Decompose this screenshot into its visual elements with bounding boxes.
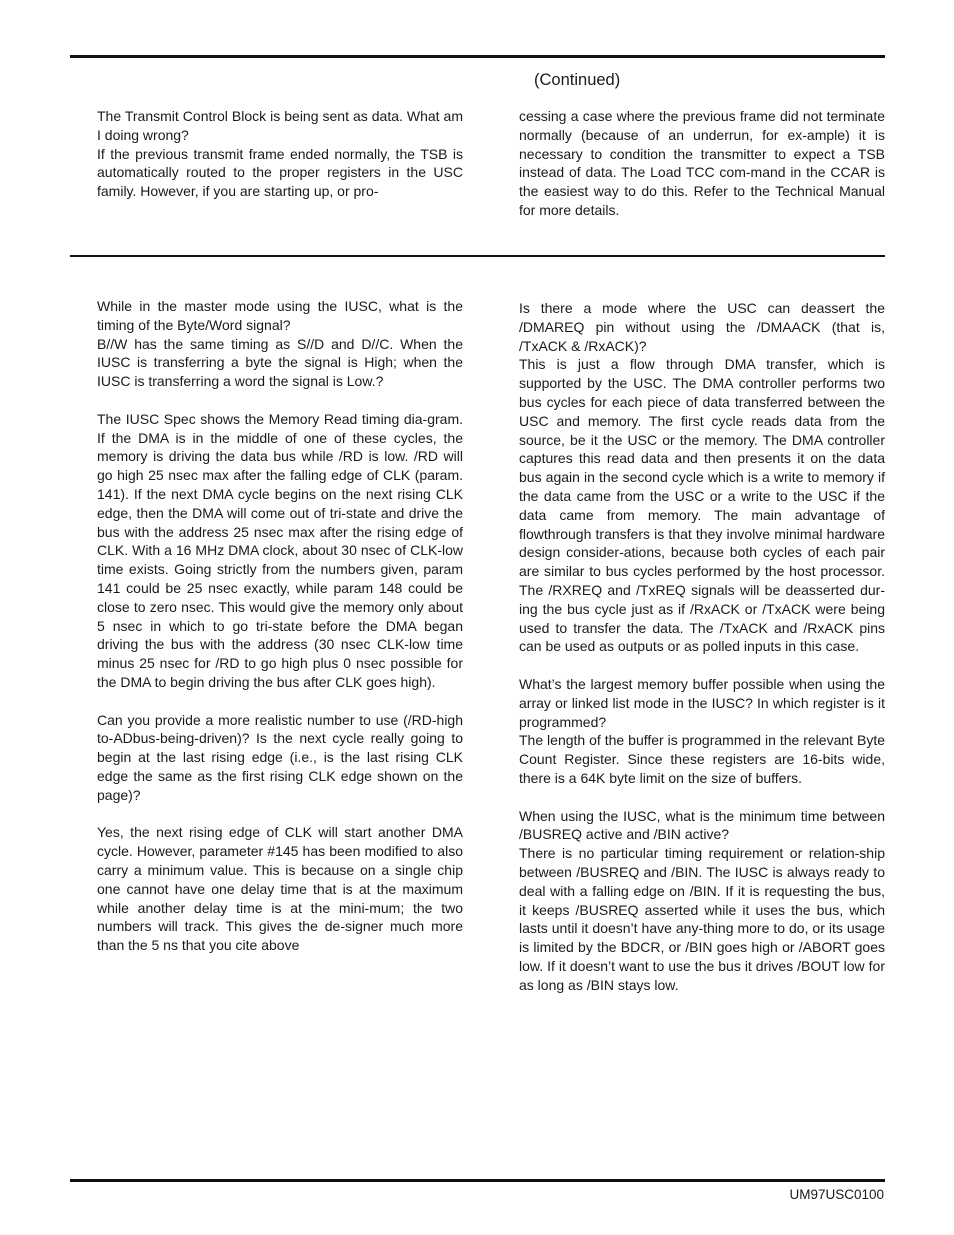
continued-label: (Continued) — [534, 71, 621, 89]
section2-right-column — [519, 299, 885, 994]
document-id: UM97USC0100 — [789, 1187, 884, 1202]
answer-text: There is no particular timing requirement or relation-ship between /BUSREQ and /BIN. The IUSC is always ready to deal with a falling edge on /BIN. If it is requesting the bus, it keeps /BUSREQ asserted while it uses the bus, which lasts until it doesn’t have any-thing more to do, or its usage is limited by the BDCR, or /BIN goes high or /ABORT goes low. If it doesn’t want to use the bus it drives /BOUT low for as long as /BIN stays low. — [519, 845, 885, 993]
question-text: The IUSC Spec shows the Memory Read timing dia-gram. If the DMA is in the middle of one of these cycles, the memory is driving the data bus while /RD is low. /RD will go high 25 nsec max after the falling edge of CLK (param. 141). If the next DMA cycle begins on the next rising CLK edge, then the DMA will come out of tri-state and drive the bus with the address 25 nsec max after the rising edge of CLK. With a 16 MHz DMA clock, about 30 nsec of CLK-low time exists. Going strictly from the numbers given, param 141 could be 25 nsec exactly, while param 148 could be close to zero nsec. This would give the memory only about 5 nsec in which to go tri-state before the DMA began driving the bus with the address (30 nsec CLK-low time minus 25 nsec for /RD to go high plus 0 nsec possible for the DMA to begin driving the bus after CLK goes high). — [97, 410, 463, 690]
answer-text: Yes, the next rising edge of CLK will start another DMA cycle. However, parameter #145 has been modified to also carry a minimum value. This is because on a single chip one cannot have one delay time that is at the maximum while another delay time is at the mini-mum; the two numbers will track. This gives the de-signer much more than the 5 ns that you cite above — [97, 824, 463, 954]
bottom-rule — [70, 1179, 885, 1182]
question-text: While in the master mode using the IUSC, what is the timing of the Byte/Word signal? — [97, 298, 463, 333]
answer-text: This is just a flow through DMA transfer, which is supported by the USC. The DMA controller performs two bus cycles for each piece of data transferred between the USC and memory. The first cycle reads data from the source, be it the USC or the memory. The DMA controller captures this read data and then presents it on the data bus again in the second cycle which is a write to memory if the data came from the USC or a write to the USC if the data came from memory. The main advantage of flowthrough transfers is that they involve minimal hardware design consider-ations, because both cycles of each pair are similar to bus cycles performed by the host processor. The /RXREQ and /TxREQ signals will be deasserted dur-ing the bus cycle just as if /RxACK or /TxACK were being used to transfer the data. The /TxACK and /RxACK pins can be used as outputs or as polled inputs in this case. — [519, 356, 885, 655]
answer-text: B//W has the same timing as S//D and D//C. When the IUSC is transferring a byte the signal is High; when the IUSC is transferring a word the signal is Low.? — [97, 335, 463, 390]
question-text: What’s the largest memory buffer possible when using the array or linked list mode in the IUSC? In which register is it programmed? — [519, 675, 885, 730]
question-text: When using the IUSC, what is the minimum time between /BUSREQ active and /BIN active? — [519, 807, 885, 843]
question-text: The Transmit Control Block is being sent as data. What am I doing wrong? — [97, 108, 463, 143]
section1-left-column — [97, 107, 463, 201]
top-rule — [70, 55, 885, 58]
section-divider — [70, 255, 885, 257]
section2-left-column — [97, 297, 463, 955]
answer-text: If the previous transmit frame ended normally, the TSB is automatically routed to the proper registers in the USC family. However, if you are starting up, or pro- — [97, 145, 463, 200]
section1-right-column — [519, 107, 885, 220]
question-text: Is there a mode where the USC can deassert the /DMAREQ pin without using the /DMAACK (that is, /TxACK & /RxACK)? — [519, 300, 885, 354]
question-text: Can you provide a more realistic number to use (/RD-high to-ADbus-being-driven)? Is the next cycle really going to begin at the last rising edge (i.e., is the last rising CLK edge the same as the first rising CLK edge shown on the page)? — [97, 711, 463, 803]
answer-text-continued: cessing a case where the previous frame did not terminate normally (because of an underrun, for ex-ample) it is necessary to condition the transmitter to expect a TSB instead of data. The Load TCC com-mand in the CCAR is the easiest way to do this. Refer to the Technical Manual for more details. — [519, 108, 885, 218]
answer-text: The length of the buffer is programmed in the relevant Byte Count Register. Since these registers are 16-bits wide, there is a 64K byte limit on the size of buffers. — [519, 732, 885, 786]
